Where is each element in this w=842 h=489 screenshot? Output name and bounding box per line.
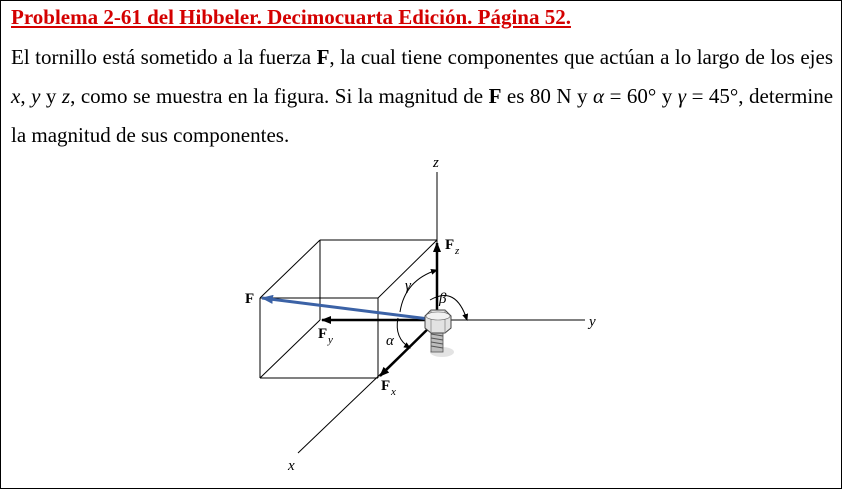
- alpha-arc: [397, 318, 410, 348]
- text-part: es 80 N y: [501, 84, 594, 108]
- text-part: , la cual tiene componentes que actúan a lo largo de los ejes: [329, 45, 833, 69]
- beta-label: β: [439, 291, 447, 307]
- fz-subscript: z: [455, 245, 460, 257]
- text-part: , como se muestra en la figura. Si la magnitud de: [70, 84, 489, 108]
- force-symbol: F: [316, 45, 330, 69]
- axis-z-label: z: [433, 155, 439, 171]
- force-arrow: [262, 298, 437, 320]
- alpha-symbol: α: [593, 84, 605, 108]
- fz-label: F: [445, 237, 455, 253]
- fy-subscript: y: [328, 334, 333, 346]
- text-part: El tornillo está sometido a la fuerza: [11, 45, 317, 69]
- text-part: y: [40, 84, 62, 108]
- gamma-label: γ: [405, 278, 411, 294]
- fy-label: F: [318, 326, 328, 342]
- text-part: = 60° y: [604, 84, 678, 108]
- axis-z-symbol: z: [61, 84, 71, 108]
- axis-x-label: x: [288, 458, 295, 474]
- axis-y-label: y: [589, 314, 596, 330]
- axis-x-symbol: x: [11, 84, 21, 108]
- bolt-icon: [425, 310, 454, 357]
- force-label: F: [245, 291, 255, 307]
- fx-subscript: x: [391, 386, 396, 398]
- alpha-label: α: [386, 333, 394, 349]
- text-part: = 45°, determine la magnitud de sus componentes.: [11, 84, 834, 147]
- problem-title: Problema 2-61 del Hibbeler. Decimocuarta Edición. Página 52.: [11, 5, 571, 29]
- fx-label: F: [381, 378, 391, 394]
- gamma-symbol: γ: [677, 84, 687, 108]
- force-symbol: F: [488, 84, 502, 108]
- axis-y-symbol: y: [31, 84, 41, 108]
- text-part: ,: [20, 84, 32, 108]
